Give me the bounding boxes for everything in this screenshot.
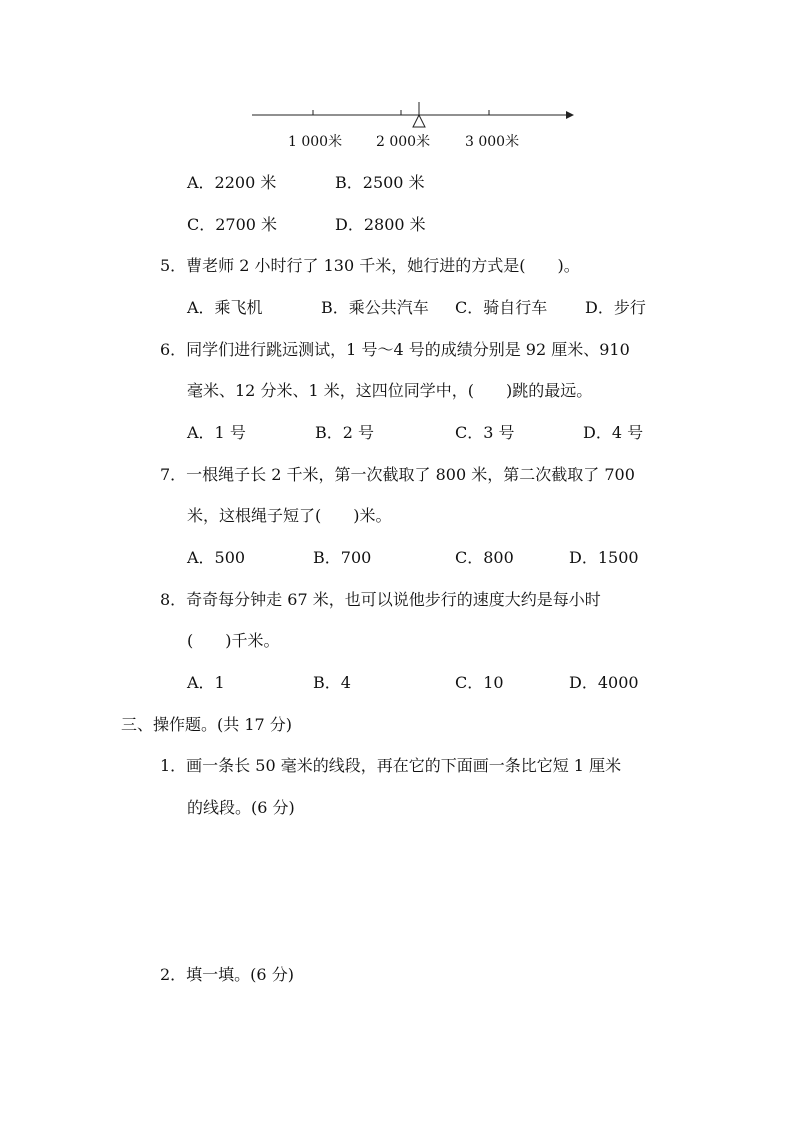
q6-option-b: B．2 号 [315, 423, 375, 442]
q8-option-b: B．4 [313, 673, 351, 692]
q8-option-a: A．1 [187, 673, 225, 692]
tick-label-1000: 1 000米 [288, 134, 343, 150]
q5-option-a: A．乘飞机 [187, 298, 263, 317]
q7-option-d: D．1500 [569, 548, 639, 567]
s3-q1-line2: 的线段。(6 分) [187, 798, 295, 817]
q8-option-c: C．10 [455, 673, 504, 692]
q7-option-c: C．800 [455, 548, 514, 567]
q5-stem: 5．曹老师 2 小时行了 130 千米，她行进的方式是( )。 [160, 256, 580, 275]
marker-triangle [413, 115, 425, 127]
q6-option-a: A．1 号 [187, 423, 246, 442]
q5-option-b: B．乘公共汽车 [321, 298, 429, 317]
q8-stem-line1: 8．奇奇每分钟走 67 米，也可以说他步行的速度大约是每小时 [160, 590, 601, 609]
s3-q1-line1: 1．画一条长 50 毫米的线段，再在它的下面画一条比它短 1 厘米 [160, 756, 622, 775]
q7-option-b: B．700 [313, 548, 372, 567]
q6-option-d: D．4 号 [583, 423, 644, 442]
tick-label-2000: 2 000米 [376, 134, 431, 150]
q6-option-c: C．3 号 [455, 423, 515, 442]
q7-stem-line2: 米，这根绳子短了( )米。 [187, 506, 392, 525]
q4-option-a: A．2200 米 [187, 173, 277, 192]
q7-stem-line1: 7．一根绳子长 2 千米，第一次截取了 800 米，第二次截取了 700 [160, 465, 635, 484]
section3-heading: 三、操作题。(共 17 分) [121, 715, 293, 734]
s3-q2: 2．填一填。(6 分) [160, 965, 294, 984]
tick-label-3000: 3 000米 [465, 134, 520, 150]
q4-option-b: B．2500 米 [335, 173, 425, 192]
q5-option-d: D．步行 [585, 298, 646, 317]
q4-option-d: D．2800 米 [335, 215, 426, 234]
q6-stem-line1: 6．同学们进行跳远测试，1 号～4 号的成绩分别是 92 厘米、910 [160, 340, 630, 359]
q8-stem-line2: ( )千米。 [187, 631, 280, 650]
number-line-arrow [566, 111, 574, 119]
number-line-figure [250, 100, 580, 132]
q7-option-a: A．500 [187, 548, 246, 567]
q8-option-d: D．4000 [569, 673, 639, 692]
q6-stem-line2: 毫米、12 分米、1 米，这四位同学中，( )跳的最远。 [187, 381, 593, 400]
q4-option-c: C．2700 米 [187, 215, 278, 234]
q5-option-c: C．骑自行车 [455, 298, 548, 317]
